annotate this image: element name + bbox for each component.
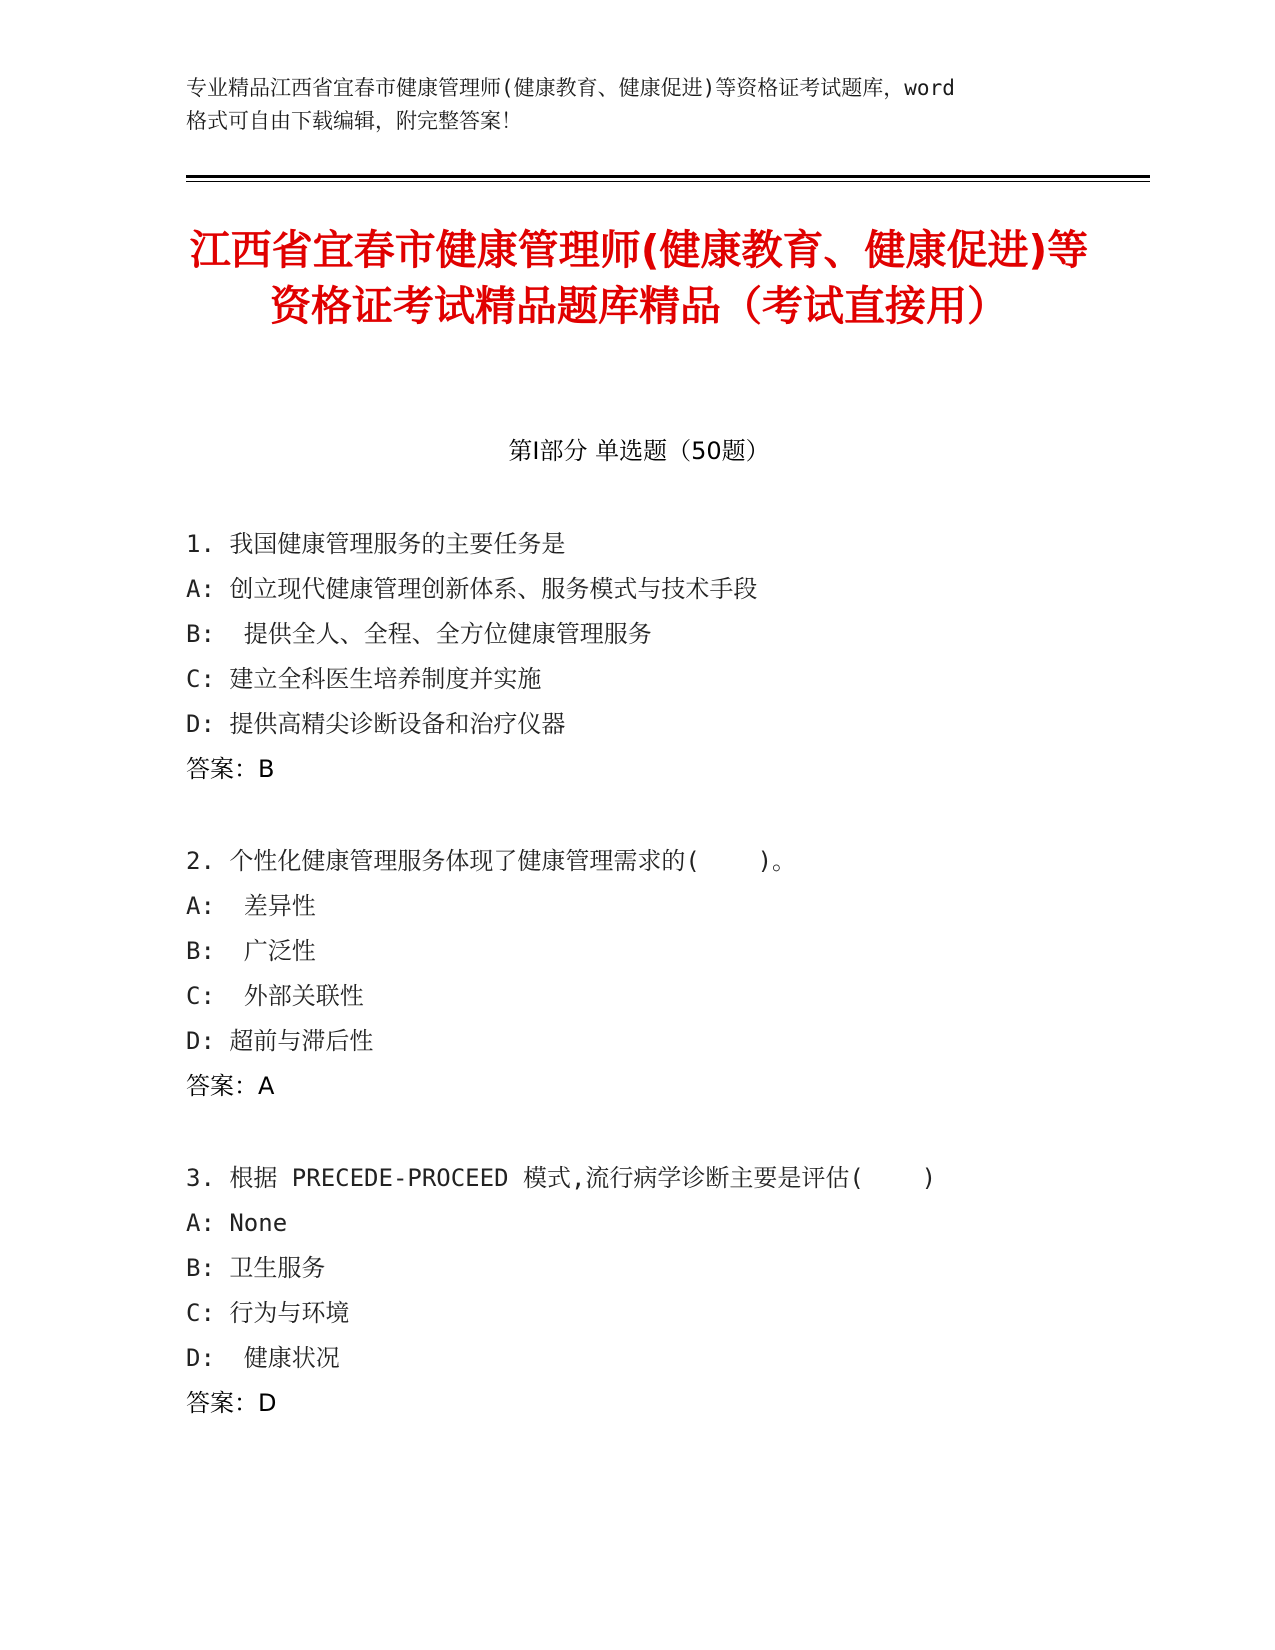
question-block (186, 1156, 1146, 1426)
option-c: C: 建立全科医生培养制度并实施 (186, 665, 542, 693)
question-stem: 2. 个性化健康管理服务体现了健康管理需求的( )。 (186, 847, 797, 875)
option-b: B: 广泛性 (186, 937, 316, 965)
answer-line: 答案：D (186, 1389, 277, 1417)
option-a: A: 创立现代健康管理创新体系、服务模式与技术手段 (186, 575, 758, 603)
header-note-line-2: 格式可自由下载编辑，附完整答案！ (186, 109, 522, 133)
option-a: A: 差异性 (186, 892, 316, 920)
option-b: B: 提供全人、全程、全方位健康管理服务 (186, 620, 652, 648)
question-block (186, 839, 1146, 1109)
header-note-line-1: 专业精品江西省宜春市健康管理师(健康教育、健康促进)等资格证考试题库，word (186, 76, 955, 100)
option-b: B: 卫生服务 (186, 1254, 326, 1282)
answer-line: 答案：B (186, 755, 275, 783)
question-stem: 3. 根据 PRECEDE-PROCEED 模式,流行病学诊断主要是评估( ) (186, 1164, 937, 1192)
header-divider-thick (186, 175, 1150, 178)
question-block (186, 522, 1146, 792)
option-d: D: 提供高精尖诊断设备和治疗仪器 (186, 710, 566, 738)
header-divider-thin (186, 181, 1150, 182)
option-a: A: None (186, 1209, 288, 1237)
question-stem: 1. 我国健康管理服务的主要任务是 (186, 530, 566, 558)
document-title: 江西省宜春市健康管理师(健康教育、健康促进)等资格证考试精品题库精品（考试直接用） (189, 226, 1089, 330)
option-d: D: 超前与滞后性 (186, 1027, 374, 1055)
option-c: C: 外部关联性 (186, 982, 364, 1010)
option-d: D: 健康状况 (186, 1344, 340, 1372)
header-note (186, 72, 1086, 138)
option-c: C: 行为与环境 (186, 1299, 350, 1327)
answer-line: 答案：A (186, 1072, 275, 1100)
section-heading: 第Ⅰ部分 单选题（50题） (508, 437, 770, 465)
